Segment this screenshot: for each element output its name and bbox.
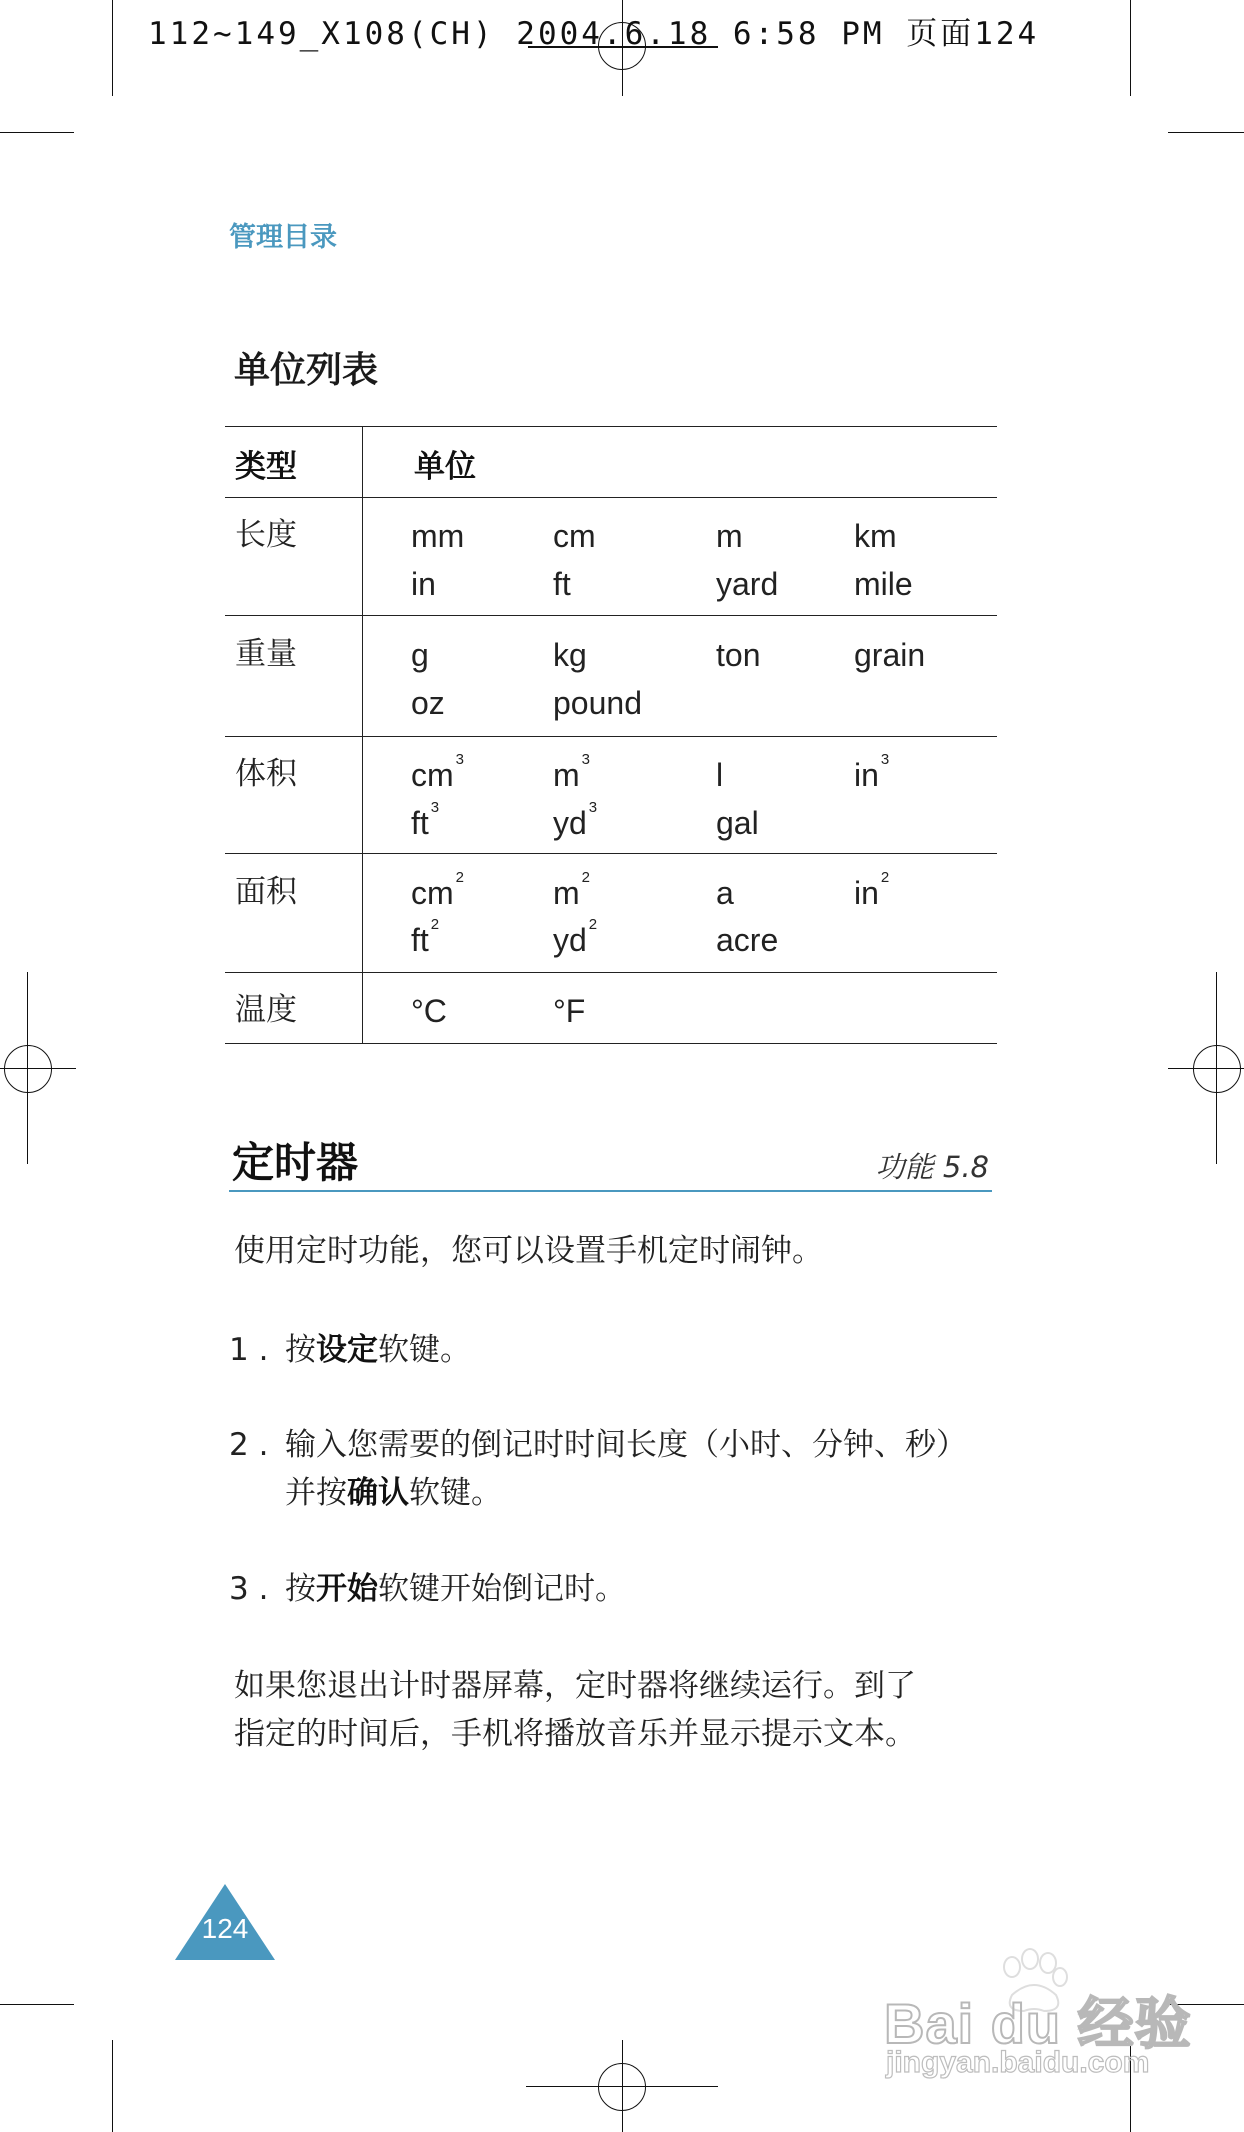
step-1: 1 . 按设定软键。 xyxy=(229,1332,471,1368)
exponent: 2 xyxy=(880,869,890,886)
table-column-separator xyxy=(362,426,363,1044)
unit-cell: m xyxy=(716,518,743,554)
crop-mark-top-right-h xyxy=(1168,132,1244,133)
timer-note-line-1: 如果您退出计时器屏幕，定时器将继续运行。到了 xyxy=(234,1668,916,1704)
row-type-length: 长度 xyxy=(235,517,297,553)
unit-cell: m $^2$ xyxy=(553,869,590,911)
unit-cell: g xyxy=(411,637,429,673)
row-type-weight: 重量 xyxy=(235,636,297,672)
unit-cell: cm xyxy=(553,518,596,554)
print-job-header: 112~149_X108(CH) 2004.6.18 6:58 PM 页面124 xyxy=(148,16,1040,52)
unit-cell: gal xyxy=(716,805,759,841)
table-rule-bottom xyxy=(225,1043,997,1044)
registration-mark-top xyxy=(598,22,646,70)
step-3: 3 . 按开始软键开始倒记时。 xyxy=(229,1571,626,1607)
unit-cell: grain xyxy=(854,637,926,673)
registration-mark-left xyxy=(4,1045,52,1093)
crop-mark-top-left xyxy=(112,0,113,96)
section-label: 管理目录 xyxy=(229,222,337,253)
exponent: 2 xyxy=(430,916,440,933)
unit-cell: cm $^3$ xyxy=(411,751,464,793)
unit-cell: kg xyxy=(553,637,587,673)
step-2: 2 . 输入您需要的倒记时时间长度（小时、分钟、秒） 并按确认软键。 xyxy=(229,1427,967,1511)
table-rule xyxy=(225,497,997,498)
unit-table-title: 单位列表 xyxy=(234,350,379,391)
row-type-area: 面积 xyxy=(235,874,297,910)
unit-cell: yard xyxy=(716,566,779,602)
unit-cell: in $^3$ xyxy=(854,751,890,793)
watermark-brand: Bai du 经验 xyxy=(884,1992,1192,2055)
exponent: 2 xyxy=(581,869,590,886)
crop-mark-top-left-h xyxy=(0,132,74,133)
table-rule xyxy=(225,615,997,616)
table-header-unit: 单位 xyxy=(414,449,476,485)
registration-mark-bottom xyxy=(598,2063,646,2111)
crop-mark-top-right xyxy=(1130,0,1131,96)
unit-cell: cm $^2$ xyxy=(411,869,464,911)
table-rule xyxy=(225,853,997,854)
table-rule-top xyxy=(225,426,997,427)
unit-cell: yd $^2$ xyxy=(553,916,598,958)
unit-cell: mm xyxy=(411,518,465,554)
unit-cell: mile xyxy=(854,566,913,602)
unit-cell: ft xyxy=(553,566,571,602)
exponent: 3 xyxy=(581,751,590,768)
unit-cell: in $^2$ xyxy=(854,869,890,911)
table-rule xyxy=(225,736,997,737)
unit-cell: °C xyxy=(411,993,447,1029)
table-header-type: 类型 xyxy=(235,449,297,485)
crop-mark-bottom-left-h xyxy=(0,2004,74,2005)
exponent: 3 xyxy=(588,799,598,816)
function-reference: 功能 5.8 xyxy=(875,1150,989,1184)
watermark-url: jingyan.baidu.com xyxy=(886,2046,1150,2079)
crop-mark-bottom-left xyxy=(112,2040,113,2132)
exponent: 3 xyxy=(430,799,440,816)
unit-cell: ft $^2$ xyxy=(411,916,440,958)
registration-mark-right xyxy=(1193,1045,1241,1093)
unit-cell: l xyxy=(716,757,724,793)
page-number: 124 xyxy=(201,1913,249,1944)
unit-cell: pound xyxy=(553,685,642,721)
exponent: 3 xyxy=(455,751,464,768)
unit-cell: acre xyxy=(716,922,779,958)
unit-cell: a xyxy=(716,875,734,911)
row-type-volume: 体积 xyxy=(235,756,297,792)
row-type-temperature: 温度 xyxy=(235,992,297,1028)
timer-section-title: 定时器 xyxy=(232,1138,359,1187)
timer-note-line-2: 指定的时间后，手机将播放音乐并显示提示文本。 xyxy=(234,1716,916,1752)
unit-cell: oz xyxy=(411,685,445,721)
table-rule xyxy=(225,972,997,973)
exponent: 3 xyxy=(880,751,890,768)
unit-cell: °F xyxy=(553,993,586,1029)
unit-cell: ton xyxy=(716,637,761,673)
exponent: 2 xyxy=(588,916,598,933)
exponent: 2 xyxy=(455,869,464,886)
unit-cell: m $^3$ xyxy=(553,751,590,793)
softkey-label: 确认 xyxy=(347,1475,409,1511)
unit-cell: yd $^3$ xyxy=(553,799,598,841)
unit-cell: km xyxy=(854,518,897,554)
unit-cell: in xyxy=(411,566,436,602)
softkey-label: 设定 xyxy=(316,1332,378,1368)
timer-intro: 使用定时功能，您可以设置手机定时闹钟。 xyxy=(234,1233,823,1269)
section-title-rule xyxy=(229,1190,992,1192)
softkey-label: 开始 xyxy=(316,1571,378,1607)
unit-cell: ft $^3$ xyxy=(411,799,440,841)
